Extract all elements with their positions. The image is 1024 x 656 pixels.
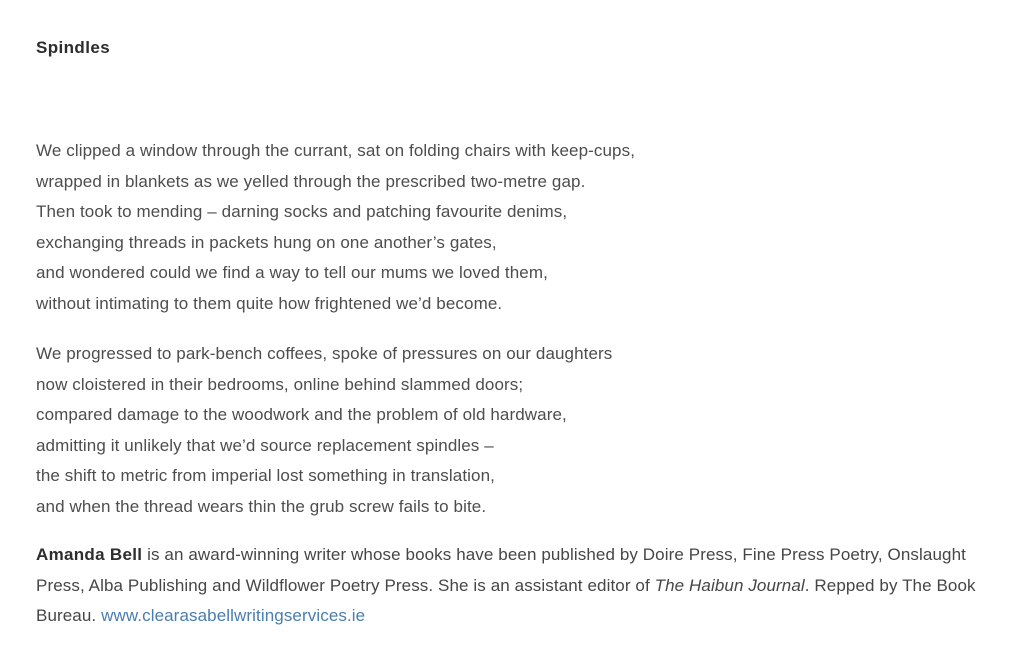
poem-line: Then took to mending – darning socks and patching favourite denims, (36, 202, 568, 221)
poem-line: now cloistered in their bedrooms, online behind slammed doors; (36, 374, 524, 394)
poem-line: without intimating to them quite how frightened we’d become. (36, 293, 503, 313)
author-bio (36, 540, 1004, 632)
poem-title: Spindles (36, 38, 111, 57)
poem-line: We clipped a window through the currant, sat on folding chairs with keep-cups, (36, 141, 636, 160)
poem-body (36, 136, 1004, 522)
poem-line: compared damage to the woodwork and the problem of old hardware, (36, 405, 567, 424)
poem-line: admitting it unlikely that we’d source replacement spindles – (36, 435, 494, 455)
poem-line: We progressed to park-bench coffees, spoke of pressures on our daughters (36, 344, 613, 363)
poem-line: wrapped in blankets as we yelled through the prescribed two-metre gap. (36, 171, 586, 191)
journal-title: The Haibun Journal (654, 575, 805, 595)
poem-line: and wondered could we find a way to tell our mums we loved them, (36, 263, 548, 282)
poem-stanza-1 (36, 136, 1004, 319)
author-name: Amanda Bell (36, 545, 143, 564)
poem-line: and when the thread wears thin the grub screw fails to bite. (36, 496, 487, 516)
poem-line: the shift to metric from imperial lost something in translation, (36, 466, 495, 485)
bio-text: is an award-winning writer whose books have been published by Doire Press, Fine Press Poetry, Onslaught Press, Alba Publishing and Wildflower Poetry Press. She is an assistant editor of (36, 545, 966, 595)
poem-stanza-2 (36, 339, 1004, 522)
author-website-link[interactable]: www.clearasabellwritingservices.ie (101, 606, 366, 625)
poem-line: exchanging threads in packets hung on one another’s gates, (36, 232, 497, 252)
bio-text: . Repped by The Book Bureau. (36, 575, 976, 625)
